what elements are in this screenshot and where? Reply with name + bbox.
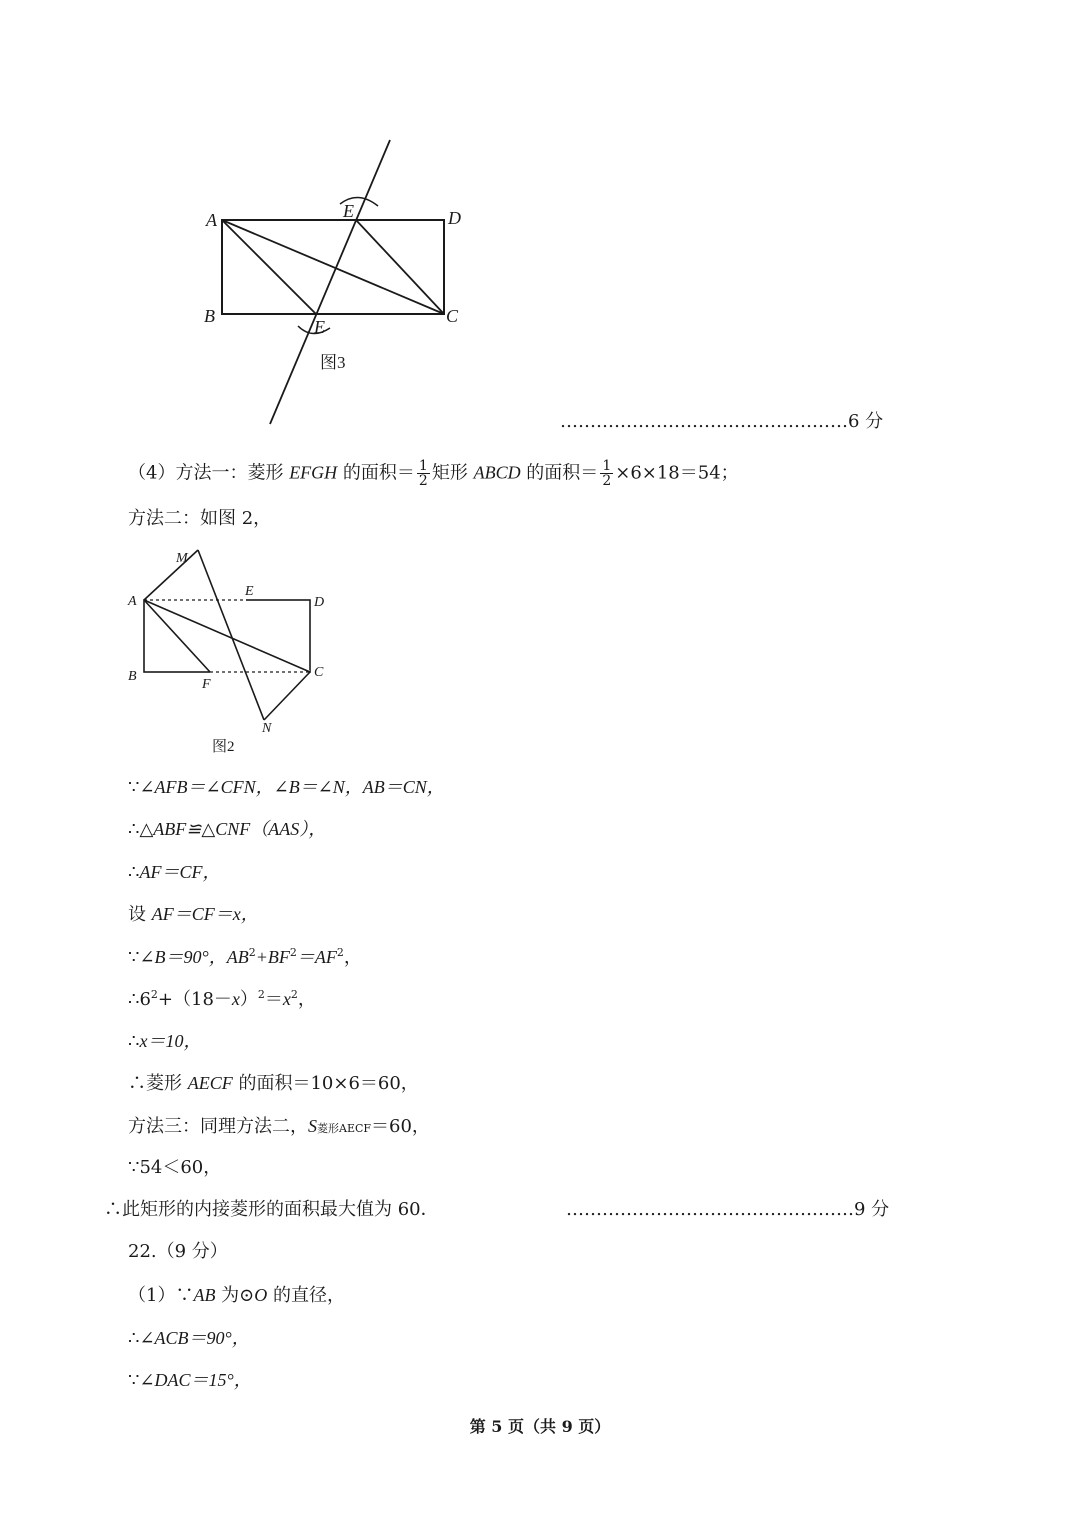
text: ＝ (264, 989, 283, 1010)
therefore-symbol: ∴ (128, 1031, 140, 1052)
math-text: ∠DAC＝15°， (139, 1370, 252, 1390)
math-abcd: ABCD (473, 462, 521, 483)
math-x: x (231, 989, 240, 1009)
figure-2-drawing (120, 540, 340, 760)
subscript: 菱形AECF (317, 1122, 372, 1135)
label-e: E (245, 584, 254, 599)
seg-ec (356, 220, 444, 314)
therefore-symbol: ∴ (128, 819, 140, 840)
math-s: S (308, 1116, 317, 1136)
math-o: O (254, 1285, 268, 1305)
text: ∴菱形 (128, 1073, 188, 1094)
text: ×6×18＝54； (615, 462, 739, 484)
because-symbol: ∵ (128, 1157, 140, 1178)
perp-bisector (270, 140, 390, 424)
label-e-bottom: E (314, 317, 325, 337)
proof-line-5 (128, 945, 362, 970)
exponent: 2 (336, 946, 344, 959)
math-x: x (282, 989, 291, 1009)
math-text: ∠ACB＝90°， (139, 1328, 250, 1348)
label-c: C (446, 306, 459, 326)
text: ， (297, 989, 316, 1010)
math-text: x＝10， (139, 1031, 202, 1051)
q22-line-3 (128, 1368, 252, 1393)
seg-am (144, 550, 198, 600)
text: 6 (139, 989, 151, 1010)
math-text: AB (226, 947, 249, 967)
seg-nc (264, 672, 310, 720)
frac-den: 2 (602, 473, 612, 489)
exponent: 2 (257, 988, 265, 1001)
text: 设 (128, 904, 152, 925)
method-2-line: 方法二：如图 2， (128, 508, 272, 529)
question-22-heading: 22.（9 分） (128, 1241, 228, 1262)
page-footer: 第 5 页（共 9 页） (469, 1417, 611, 1436)
text: 的面积＝ (520, 462, 599, 484)
figure-3 (190, 130, 510, 430)
conclusion-line: ∴此矩形的内接菱形的面积最大值为 60． (104, 1199, 439, 1220)
text: 方法三：同理方法二， (128, 1116, 308, 1137)
text: （4）方法一：菱形 (128, 462, 290, 484)
frac-den: 2 (418, 473, 428, 489)
text: 54＜60， (139, 1157, 222, 1178)
exponent: 2 (248, 946, 256, 959)
because-symbol: ∵ (128, 777, 140, 798)
seg-mn (198, 550, 264, 720)
figure-3-drawing (190, 130, 510, 430)
label-e-top: E (343, 201, 354, 221)
seg-af (222, 220, 316, 314)
frac-num: 1 (418, 458, 428, 474)
math-text: ∠B＝90°， (139, 947, 227, 967)
text: 的面积＝10×6＝60， (232, 1073, 419, 1094)
text: ） (239, 989, 258, 1010)
text: 的面积＝ (337, 462, 415, 484)
diag-ac (144, 600, 310, 672)
proof-line-6 (128, 987, 316, 1012)
math-text: +BF (255, 947, 290, 967)
text: ， (343, 947, 362, 968)
label-c: C (314, 665, 324, 680)
q22-line-1 (128, 1283, 345, 1308)
label-b: B (204, 306, 215, 326)
fraction-half (417, 459, 430, 488)
exponent: 2 (289, 946, 297, 959)
text: 矩形 (431, 462, 474, 484)
figure-2 (120, 540, 340, 760)
method-3-line (128, 1114, 430, 1141)
q22-line-2 (128, 1326, 250, 1351)
text: （1）∵ (128, 1285, 194, 1306)
score-9: …………………………………………9 分 (566, 1199, 890, 1220)
proof-line-4 (128, 902, 259, 927)
label-a: A (206, 210, 217, 230)
score-6: …………………………………………6 分 (560, 411, 884, 432)
compare-line (128, 1156, 221, 1180)
proof-line-2 (128, 817, 326, 842)
text: ＝60， (371, 1116, 430, 1137)
math-efgh: EFGH (289, 462, 338, 483)
math-text: AF＝CF＝x， (151, 904, 259, 924)
frac-num: 1 (602, 458, 612, 474)
exponent: 2 (150, 988, 158, 1001)
because-symbol: ∵ (128, 947, 140, 968)
proof-line-8 (128, 1071, 419, 1096)
math-text: ＝AF (296, 947, 337, 967)
fraction-half-2 (600, 459, 613, 488)
label-a: A (128, 594, 137, 609)
exponent: 2 (290, 988, 298, 1001)
label-m: M (176, 551, 188, 566)
math-text: ∠AFB＝∠CFN，∠B＝∠N，AB＝CN， (139, 777, 445, 797)
label-b: B (128, 669, 137, 684)
text: 为⊙ (215, 1285, 255, 1306)
therefore-symbol: ∴ (128, 989, 140, 1010)
method-1-line (128, 459, 739, 488)
proof-line-1 (128, 775, 445, 800)
math-aecf: AECF (187, 1073, 233, 1093)
text: 的直径， (267, 1285, 345, 1306)
math-text: AF＝CF， (139, 862, 221, 882)
proof-line-3 (128, 860, 220, 885)
therefore-symbol: ∴ (128, 1328, 140, 1349)
because-symbol: ∵ (128, 1370, 140, 1391)
seg-af (144, 600, 210, 672)
label-n: N (262, 721, 272, 736)
label-d: D (314, 595, 325, 610)
math-ab: AB (193, 1285, 216, 1305)
label-f: F (202, 677, 211, 692)
math-text: △ABF≌△CNF（AAS）， (139, 819, 327, 839)
proof-line-7 (128, 1029, 201, 1054)
diag-ac (222, 220, 444, 314)
label-d: D (448, 208, 461, 228)
figure-2-caption: 图2 (212, 739, 235, 755)
text: +（18－ (157, 989, 232, 1010)
figure-3-caption: 图3 (320, 353, 346, 372)
therefore-symbol: ∴ (128, 862, 140, 883)
